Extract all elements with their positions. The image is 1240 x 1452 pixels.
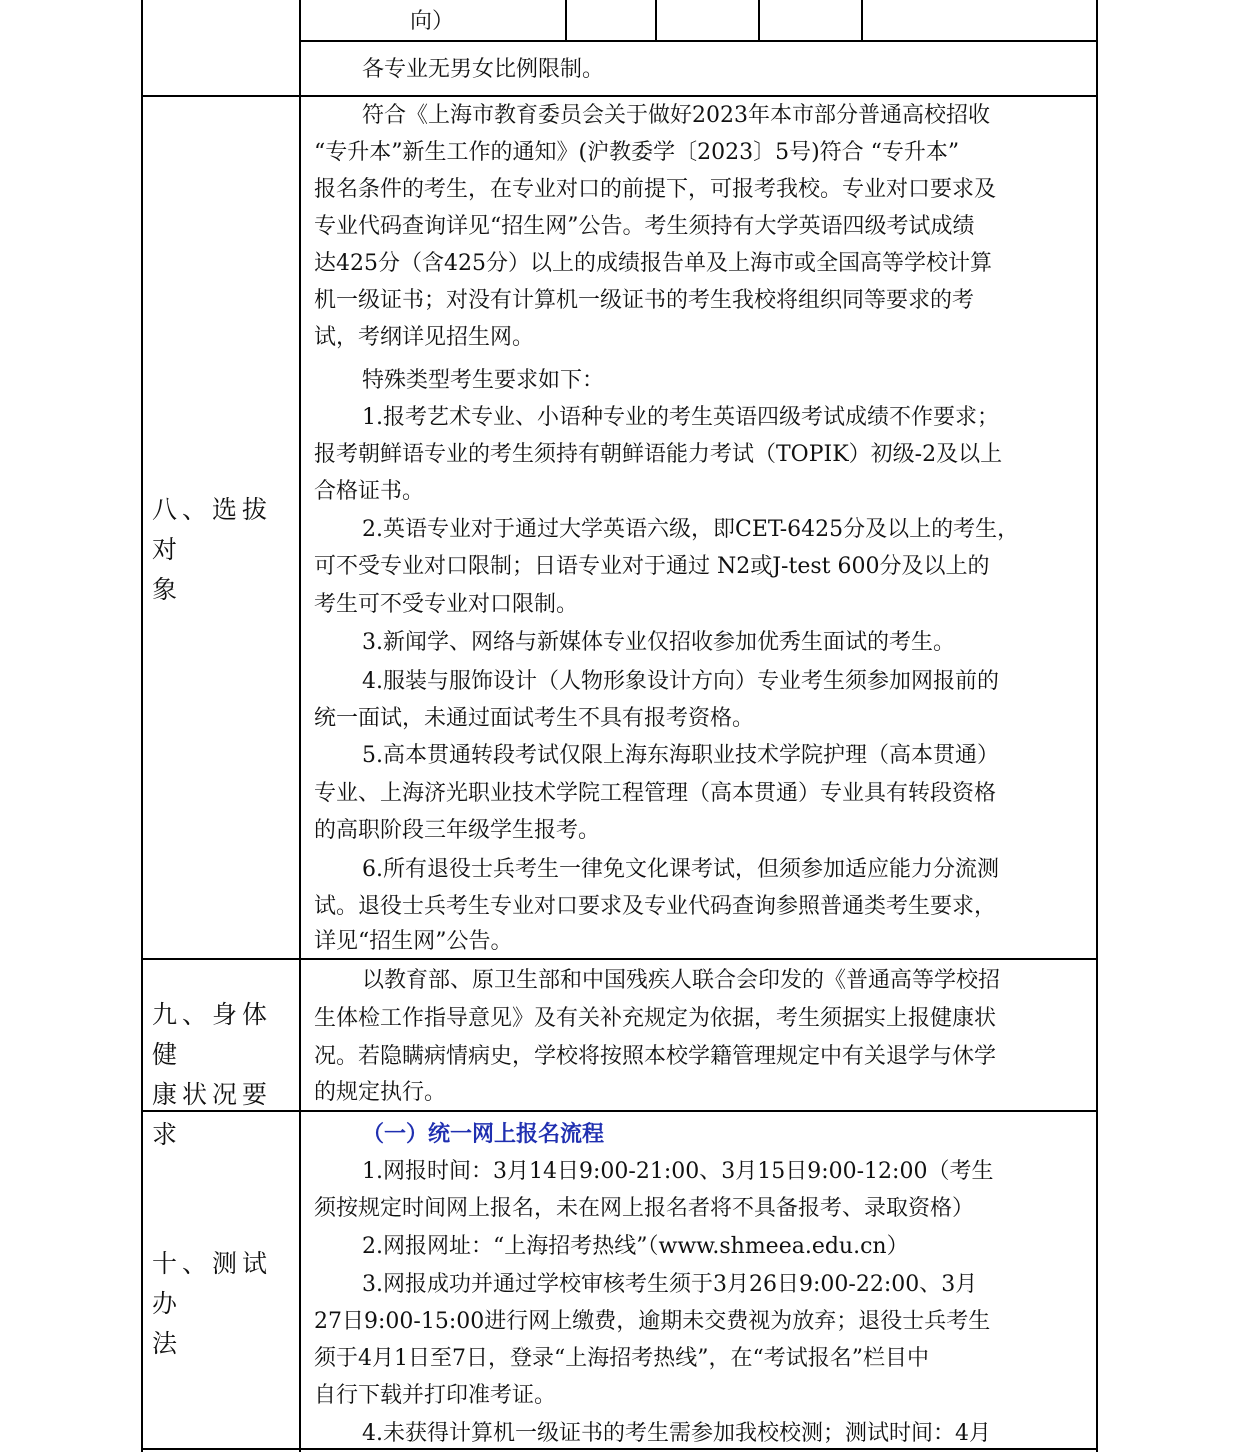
paragraph-line: 27日9:00-15:00进行网上缴费，逾期未交费视为放弃；退役士兵考生 (314, 1309, 991, 1334)
paragraph-line: 生体检工作指导意见》及有关补充规定为依据，考生须据实上报健康状 (314, 1006, 997, 1031)
paragraph-line: 3.新闻学、网络与新媒体专业仅招收参加优秀生面试的考生。 (362, 630, 955, 655)
paragraph-line: 4.服装与服饰设计（人物形象设计方向）专业考生须参加网报前的 (362, 669, 999, 694)
paragraph-line: 以教育部、原卫生部和中国残疾人联合会印发的《普通高等学校招 (362, 968, 1001, 993)
paragraph-line: 自行下载并打印准考证。 (314, 1383, 557, 1408)
row-divider (299, 40, 1098, 42)
paragraph-line: 4.未获得计算机一级证书的考生需参加我校校测；测试时间：4月 (362, 1421, 991, 1446)
table-border-right (1096, 0, 1098, 1452)
paragraph-line: 的高职阶段三年级学生报考。 (314, 818, 601, 843)
paragraph-line: 可不受专业对口限制；日语专业对于通过 N2或J-test 600分及以上的 (314, 554, 990, 579)
paragraph-line: 考生可不受专业对口限制。 (314, 592, 579, 617)
table-border-left (141, 0, 143, 1452)
paragraph-line: 机一级证书；对没有计算机一级证书的考生我校将组织同等要求的考 (314, 288, 975, 313)
paragraph-line: 报考朝鲜语专业的考生须持有朝鲜语能力考试（TOPIK）初级-2及以上 (314, 442, 1003, 467)
paragraph-line: 5.高本贯通转段考试仅限上海东海职业技术学院护理（高本贯通） (362, 743, 999, 768)
paragraph-line: 3.网报成功并通过学校审核考生须于3月26日9:00-22:00、3月 (362, 1272, 978, 1297)
paragraph-line: 专业代码查询详见“招生网”公告。考生须持有大学英语四级考试成绩 (314, 214, 975, 239)
section10-label: 十、测试办 法 (152, 1249, 273, 1358)
paragraph-line: 报名条件的考生，在专业对口的前提下，可报考我校。专业对口要求及 (314, 177, 997, 202)
paragraph-line: 符合《上海市教育委员会关于做好2023年本市部分普通高校招收 (362, 103, 990, 128)
subcell-divider (861, 0, 863, 42)
paragraph-line: 试。退役士兵考生专业对口要求及专业代码查询参照普通类考生要求， (314, 894, 997, 919)
paragraph-line: 试，考纲详见招生网。 (314, 325, 535, 350)
paragraph-line: 专业、上海济光职业技术学院工程管理（高本贯通）专业具有转段资格 (314, 781, 997, 806)
section8-label: 八、选拔对 象 (152, 495, 273, 604)
paragraph-line: 1.报考艺术专业、小语种专业的考生英语四级考试成绩不作要求； (362, 405, 999, 430)
paragraph-line: 况。若隐瞒病情病史，学校将按照本校学籍管理规定中有关退学与休学 (314, 1044, 997, 1069)
paragraph-line: 的规定执行。 (314, 1080, 447, 1105)
paragraph-line: “专升本”新生工作的通知》(沪教委学〔2023〕5号)符合 “专升本” (314, 140, 960, 165)
paragraph-line: 须按规定时间网上报名，未在网上报名者将不具备报考、录取资格） (314, 1196, 975, 1221)
paragraph-line: 6.所有退役士兵考生一律免文化课考试，但须参加适应能力分流测 (362, 857, 999, 882)
section9-label: 九、身体健 康状况要求 (152, 1000, 273, 1149)
row-divider (141, 958, 1098, 960)
paragraph-line: 须于4月1日至7日，登录“上海招考热线”，在“考试报名”栏目中 (314, 1346, 929, 1371)
subcell-divider (758, 0, 760, 42)
subcell-divider (655, 0, 657, 42)
top-row-fragment: 向） (410, 9, 455, 34)
paragraph-line: 1.网报时间：3月14日9:00-21:00、3月15日9:00-12:00（考生 (362, 1159, 994, 1184)
paragraph-line: 达425分（含425分）以上的成绩报告单及上海市或全国高等学校计算 (314, 251, 992, 276)
section10-heading: （一）统一网上报名流程 (362, 1121, 605, 1147)
paragraph-line: 合格证书。 (314, 479, 425, 504)
top-row-note: 各专业无男女比例限制。 (362, 57, 605, 82)
row-divider (141, 95, 1098, 97)
paragraph-line: 特殊类型考生要求如下： (362, 368, 605, 393)
paragraph-line: 2.网报网址：“上海招考热线”（www.shmeea.edu.cn） (362, 1234, 909, 1259)
paragraph-line: 2.英语专业对于通过大学英语六级，即CET-6425分及以上的考生， (362, 517, 1020, 542)
subcell-divider (565, 0, 567, 42)
paragraph-line: 详见“招生网”公告。 (314, 929, 513, 954)
paragraph-line: 统一面试，未通过面试考生不具有报考资格。 (314, 706, 755, 731)
column-divider (299, 0, 301, 1452)
